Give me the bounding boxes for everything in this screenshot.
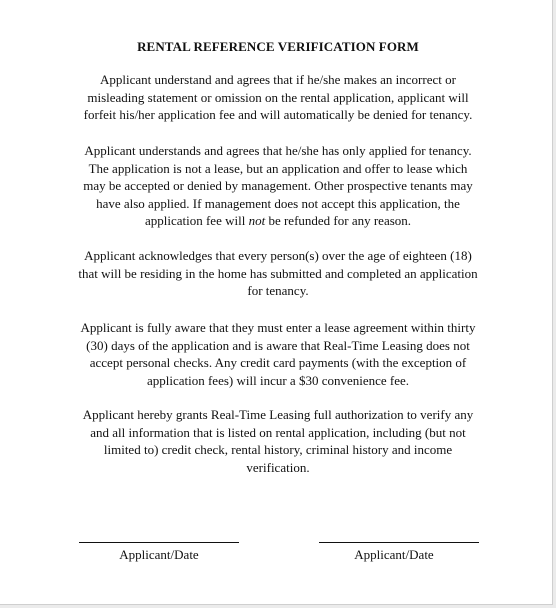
paragraph-line: limited to) credit check, rental history, criminal history and income (103, 442, 453, 458)
paragraph-line: may be accepted or denied by management. Other prospective tenants may (83, 178, 473, 194)
paragraph-line: misleading statement or omission on the rental application, applicant will (87, 89, 469, 105)
paragraph-false-statement (60, 71, 496, 124)
paragraph-line: accept personal checks. Any credit card payments (with the exception of (89, 355, 467, 371)
paragraph-line: verification. (246, 459, 310, 475)
paragraph-line: and all information that is listed on rental application, including (but not (90, 424, 466, 440)
paragraph-line: application fees) will incur a $30 convenience fee. (146, 372, 410, 388)
paragraph-occupants (60, 247, 496, 300)
paragraph-line: that will be residing in the home has submitted and completed an application (78, 265, 478, 281)
emphasized-word: not (248, 213, 266, 229)
signature-label-right: Applicant/Date (354, 547, 434, 562)
paragraph-line: Applicant is fully aware that they must enter a lease agreement within thirty (80, 320, 476, 335)
paragraph-line: Applicant understands and agrees that he/she has only applied for tenancy. (84, 143, 472, 158)
paragraph-line-with-emphasis (60, 212, 496, 230)
line-text-after: be refunded for any reason. (265, 213, 412, 229)
signature-label-left: Applicant/Date (119, 547, 199, 562)
paragraph-line: Applicant understand and agrees that if he/she makes an incorrect or (100, 72, 456, 87)
paragraph-line: Applicant hereby grants Real-Time Leasing full authorization to verify any (82, 407, 474, 422)
signature-line-left[interactable] (79, 542, 239, 543)
paragraph-authorization (60, 406, 496, 476)
paragraph-not-a-lease (60, 142, 496, 230)
paragraph-lease-timing (60, 319, 496, 389)
paragraph-line: have also applied. If management does not accept this application, the (96, 195, 460, 211)
paragraph-line: (30) days of the application and is aware that Real-Time Leasing does not (86, 337, 470, 353)
paragraph-line: Applicant acknowledges that every person(s) over the age of eighteen (18) (84, 248, 472, 263)
paragraph-line: forfeit his/her application fee and will automatically be denied for tenancy. (83, 107, 473, 123)
form-title: RENTAL REFERENCE VERIFICATION FORM (137, 39, 419, 54)
paragraph-line: The application is not a lease, but an application and offer to lease which (88, 160, 468, 176)
paragraph-line: for tenancy. (247, 283, 309, 299)
signature-line-right[interactable] (319, 542, 479, 543)
line-text-before: application fee will (144, 213, 249, 229)
